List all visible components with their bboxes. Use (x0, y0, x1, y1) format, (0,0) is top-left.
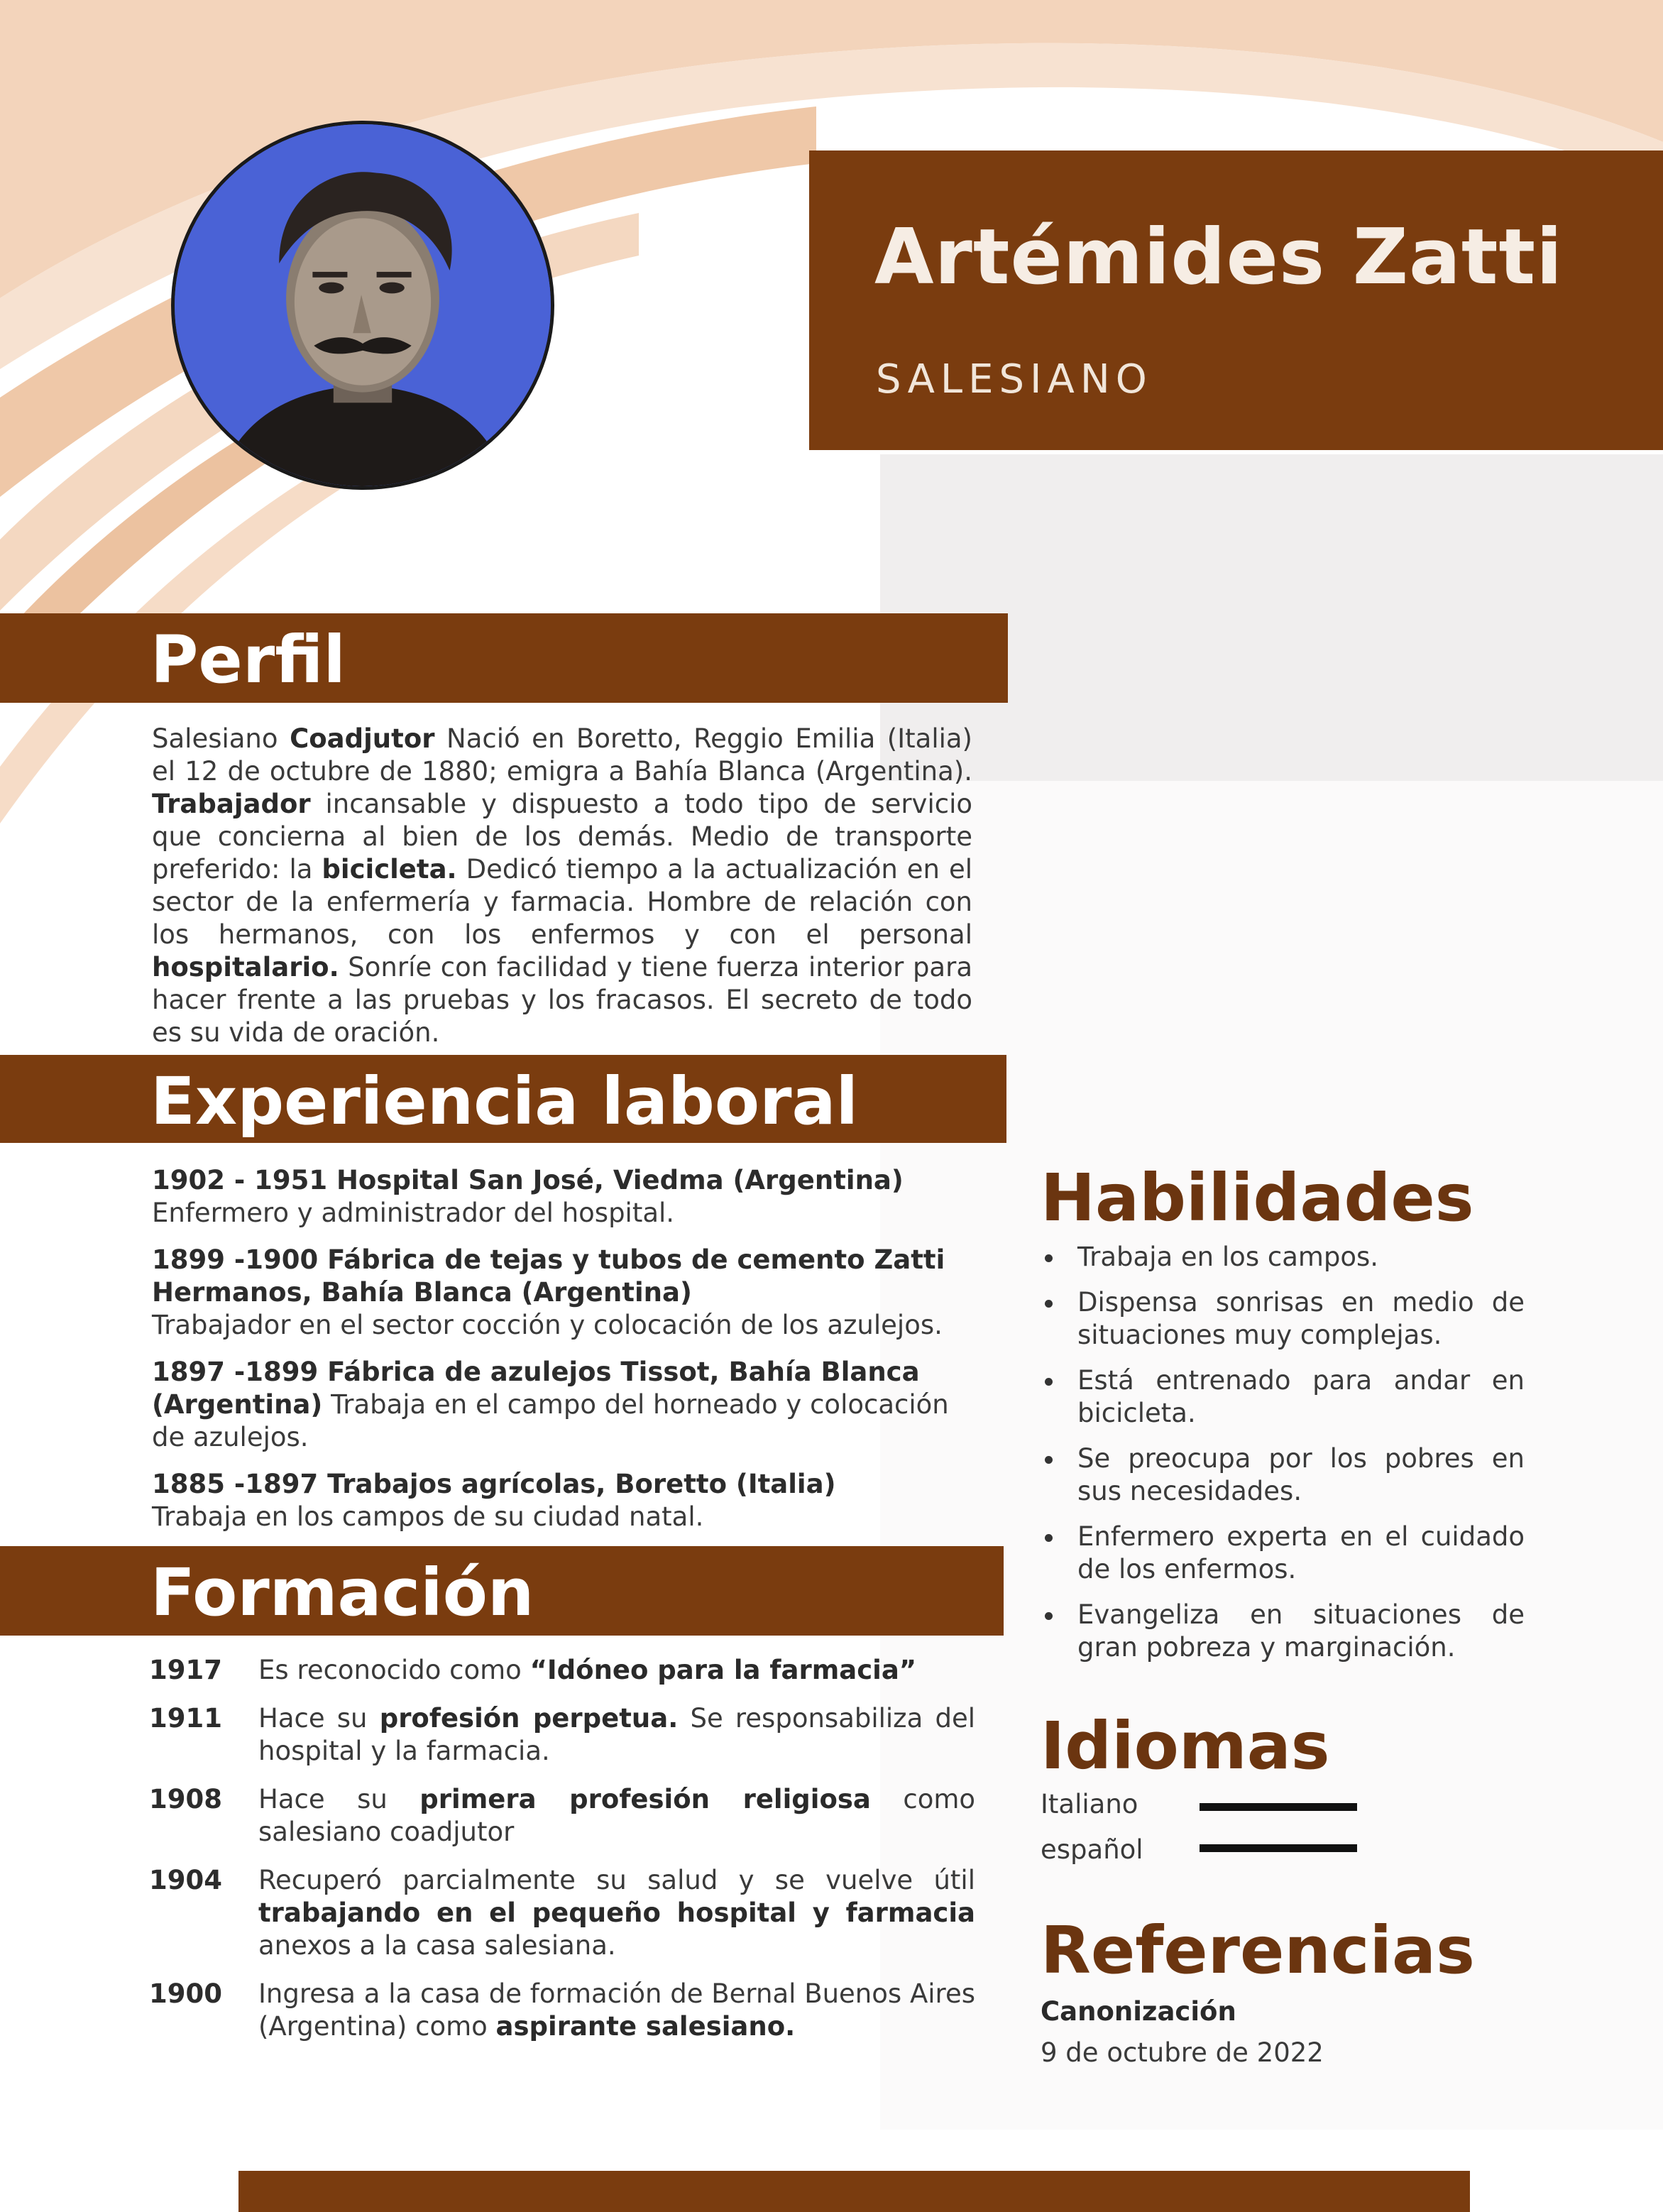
experience-title: 1897 -1899 Fábrica de azulejos Tissot, Bahía Blanca (Argentina) (152, 1357, 920, 1420)
reference-label: Canonización (1041, 1996, 1236, 2027)
formation-item (149, 1654, 975, 1687)
bold-text: profesión perpetua. (379, 1703, 679, 1734)
formation-desc (258, 1864, 975, 1962)
experience-item (152, 1164, 975, 1230)
portrait-photo (171, 121, 554, 490)
text-run: anexos a la casa salesiana. (258, 1930, 616, 1961)
text-run: incansable y dispuesto a todo tipo de servicio que concierna al bien de los demás. Medio de transporte preferido: la (152, 789, 972, 885)
formation-year: 1908 (149, 1784, 222, 1814)
language-item-spanish: español (1041, 1834, 1143, 1865)
text-run: Nació en Boretto, Reggio Emilia (Italia) el 12 de octubre de 1880; emigra a Bahía Blanca (Argentina). (152, 723, 972, 787)
skill-item: Trabaja en los campos. (1041, 1241, 1525, 1274)
language-level-bar-spanish (1200, 1844, 1357, 1852)
text-run: Ingresa a la casa de formación de Bernal Buenos Aires (Argentina) como (258, 1978, 975, 2042)
bold-text: aspirante salesiano. (495, 2011, 796, 2042)
text-run: Hace su (258, 1784, 420, 1814)
text-run: Es reconocido como (258, 1655, 530, 1685)
experience-title: 1902 - 1951 Hospital San José, Viedma (Argentina) (152, 1165, 904, 1195)
text-run: Dedicó tiempo a la actualización en el sector de la enfermería y farmacia. Hombre de relación con los hermanos, con los enfermos y con el personal (152, 854, 972, 950)
formation-year: 1904 (149, 1865, 222, 1895)
section-bar-experience (0, 1055, 1006, 1143)
section-title-profile: Perfil (150, 622, 346, 698)
skill-item: Se preocupa por los pobres en sus necesidades. (1041, 1442, 1525, 1508)
experience-desc: Trabajador en el sector cocción y colocación de los azulejos. (152, 1310, 943, 1340)
skills-list (1041, 1241, 1525, 1677)
formation-desc (258, 1702, 975, 1768)
skills-title: Habilidades (1041, 1160, 1474, 1236)
skill-item: Evangeliza en situaciones de gran pobreza y marginación. (1041, 1599, 1525, 1664)
bold-text: primera profesión religiosa (419, 1784, 871, 1814)
formation-year: 1911 (149, 1703, 222, 1734)
experience-title: 1885 -1897 Trabajos agrícolas, Boretto (Italia) (152, 1469, 836, 1499)
text-run: como salesiano coadjutor (258, 1784, 976, 1847)
experience-item (152, 1468, 975, 1533)
profile-text (152, 723, 972, 1049)
text-run: Hace su (258, 1703, 380, 1734)
bold-text: bicicleta. (322, 854, 457, 885)
languages-title: Idiomas (1041, 1708, 1330, 1784)
experience-list (152, 1164, 975, 1548)
section-title-formation: Formación (150, 1555, 534, 1631)
formation-item (149, 1978, 975, 2043)
formation-list (149, 1654, 975, 2059)
formation-year: 1900 (149, 1978, 222, 2009)
skill-item: Está entrenado para andar en bicicleta. (1041, 1364, 1525, 1430)
person-name: Artémides Zatti (874, 213, 1564, 302)
bold-text: “Idóneo para la farmacia” (529, 1655, 917, 1685)
text-run: Recuperó parcialmente su salud y se vuelve útil (258, 1865, 975, 1895)
bold-text: Coadjutor (290, 723, 435, 754)
formation-desc (258, 1978, 975, 2043)
experience-desc: Trabaja en el campo del horneado y colocación de azulejos. (152, 1389, 949, 1452)
person-subtitle: SALESIANO (876, 356, 1153, 403)
text-run: Sonríe con facilidad y tiene fuerza interior para hacer frente a las pruebas y los fracasos. El secreto de todo es su vida de oración. (152, 952, 972, 1048)
section-bar-profile (0, 613, 1008, 703)
language-level-bar-italian (1200, 1803, 1357, 1811)
bold-text: Trabajador (152, 789, 311, 819)
reference-date: 9 de octubre de 2022 (1041, 2037, 1324, 2068)
footer-bar (238, 2171, 1470, 2212)
language-item-italian: Italiano (1041, 1789, 1138, 1819)
skill-item: Dispensa sonrisas en medio de situaciones muy complejas. (1041, 1286, 1525, 1352)
bold-text: hospitalario. (152, 952, 339, 982)
text-run: Se responsabiliza del hospital y la farmacia. (258, 1703, 975, 1766)
experience-desc: Trabaja en los campos de su ciudad natal. (152, 1501, 704, 1532)
experience-item (152, 1244, 975, 1342)
formation-desc (258, 1654, 975, 1687)
skill-item: Enfermero experta en el cuidado de los enfermos. (1041, 1521, 1525, 1586)
section-title-experience: Experiencia laboral (150, 1063, 859, 1139)
experience-desc: Enfermero y administrador del hospital. (152, 1198, 675, 1228)
portrait-icon (175, 124, 551, 486)
formation-year: 1917 (149, 1655, 222, 1685)
section-bar-formation (0, 1546, 1004, 1636)
experience-title: 1899 -1900 Fábrica de tejas y tubos de cemento Zatti Hermanos, Bahía Blanca (Argentina) (152, 1244, 945, 1308)
references-title: Referencias (1041, 1912, 1475, 1988)
formation-item (149, 1864, 975, 1962)
name-banner (809, 150, 1663, 450)
formation-desc (258, 1783, 975, 1849)
text-run: Salesiano (152, 723, 290, 754)
bold-text: trabajando en el pequeño hospital y farmacia (258, 1898, 975, 1928)
formation-item (149, 1783, 975, 1849)
experience-item (152, 1356, 975, 1454)
formation-item (149, 1702, 975, 1768)
